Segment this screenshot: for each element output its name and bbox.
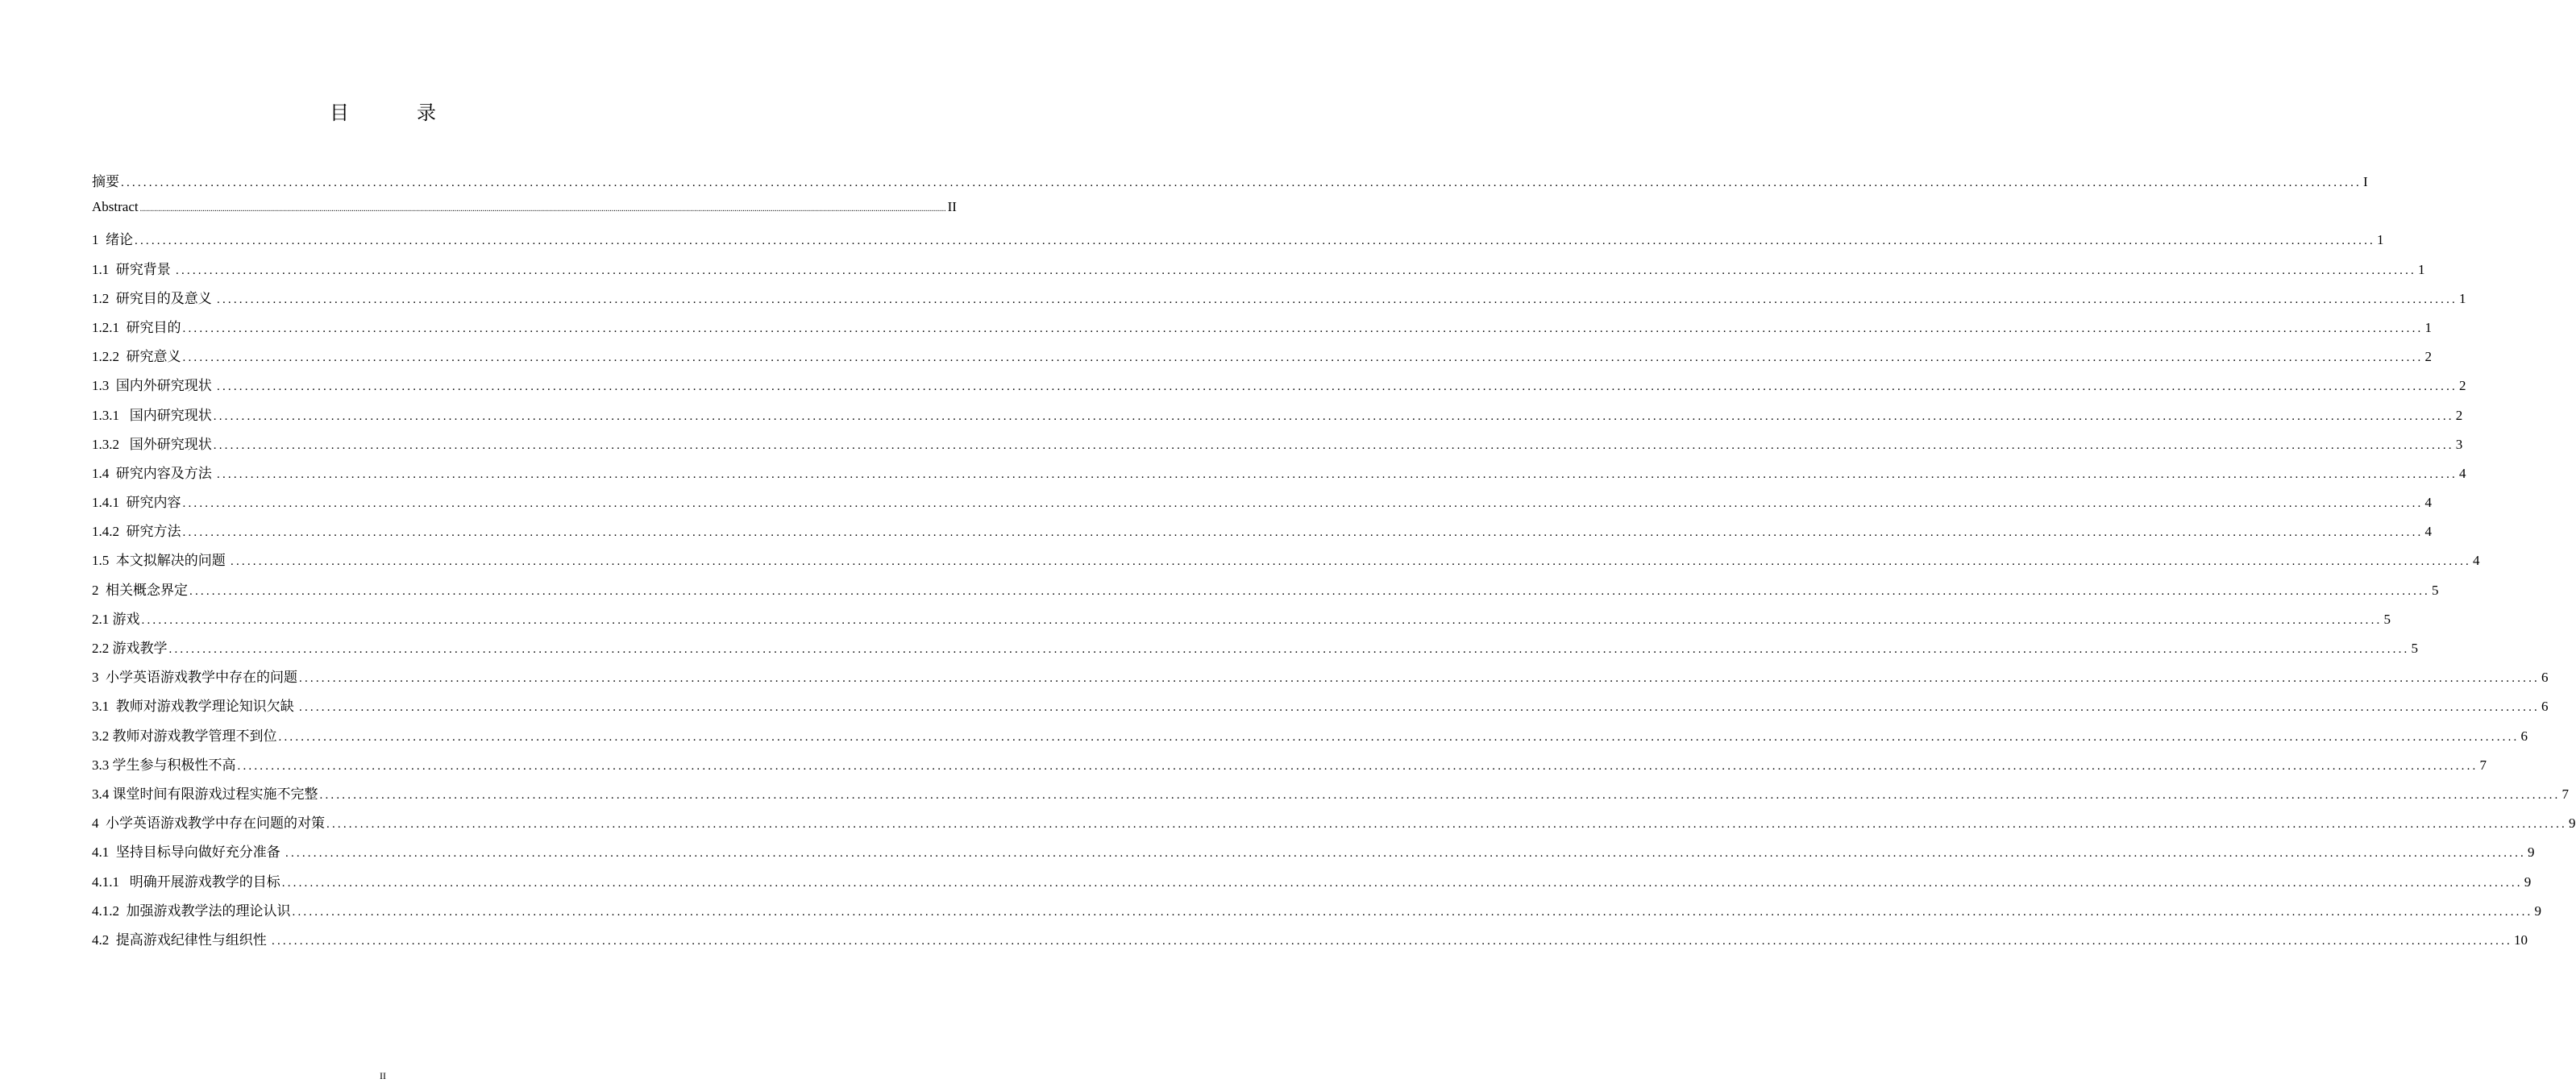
toc-entry-page-number: II xyxy=(947,199,957,215)
toc-dot-leader: ................................................................................................................................................................................................................................................................................................................................................................................................................ xyxy=(299,672,2540,686)
toc-entry-page-number: 9 xyxy=(2534,902,2541,919)
toc-entry-label: 1.4 研究内容及方法 xyxy=(92,465,215,481)
toc-entry[interactable] xyxy=(92,840,2535,869)
toc-entry[interactable] xyxy=(92,491,2432,520)
toc-entry-page-number: 1 xyxy=(2418,261,2425,277)
toc-entry[interactable] xyxy=(92,228,2384,257)
toc-entry-page-number: 10 xyxy=(2514,932,2528,948)
toc-entry[interactable] xyxy=(92,404,2463,433)
toc-entry[interactable] xyxy=(92,899,2541,928)
toc-entry-page-number: 9 xyxy=(2524,873,2532,890)
toc-entry-label: 2.2 游戏教学 xyxy=(92,641,168,656)
toc-dot-leader: ................................................................................................................................................................................................................................................................................................................................................................................................................ xyxy=(326,818,2567,832)
toc-entry-page-number: 5 xyxy=(2411,641,2418,656)
toc-entry[interactable] xyxy=(92,608,2391,637)
toc-dot-leader: ................................................................................................................................................................................................................................................................................................................................................................................................................ xyxy=(292,905,2533,919)
toc-entry-page-number: 2 xyxy=(2455,407,2463,423)
toc-entry-label: 1.1 研究背景 xyxy=(92,261,174,277)
toc-dot-leader: ................................................................................................................................................................................................................................................................................................................................................................................................................ xyxy=(319,788,2561,802)
toc-dot-leader: ................................................................................................................................................................................................................................................................................................................................................................................................................ xyxy=(217,293,2458,306)
toc-entry-page-number: 9 xyxy=(2569,815,2576,832)
toc-entry-label: 3.1 教师对游戏教学理论知识欠缺 xyxy=(92,699,297,715)
toc-entry[interactable] xyxy=(92,811,2576,840)
toc-entry-label: 4.2 提高游戏纪律性与组织性 xyxy=(92,932,270,948)
toc-entry[interactable] xyxy=(92,316,2432,345)
toc-entry-label: 1.2 研究目的及意义 xyxy=(92,290,215,306)
toc-entry[interactable] xyxy=(92,870,2532,899)
toc-dot-leader: ................................................................................................................................................................................................................................................................................................................................................................................................................ xyxy=(182,322,2424,335)
toc-entry[interactable] xyxy=(92,724,2528,753)
toc-entry[interactable] xyxy=(92,258,2425,287)
toc-dot-leader: ................................................................................................................................................................................................................................................................................................................................................................................................................ xyxy=(237,759,2478,773)
toc-dot-leader: ................................................................................................................................................................................................................................................................................................................................................................................................................ xyxy=(281,876,2523,890)
toc-entry-page-number: 1 xyxy=(2377,232,2384,248)
toc-dot-leader: ................................................................................................................................................................................................................................................................................................................................................................................................................ xyxy=(213,409,2454,423)
toc-entry[interactable] xyxy=(92,928,2528,957)
toc-dot-leader: ................................................................................................................................................................................................................................................................................................................................................................................................................ xyxy=(217,467,2458,481)
toc-dot-leader: ................................................................................................................................................................................................................................................................................................................................................................................................................ xyxy=(182,526,2424,540)
toc-entry-page-number: 9 xyxy=(2528,844,2535,861)
toc-entry-label: 3 小学英语游戏教学中存在的问题 xyxy=(92,670,297,686)
toc-entry-label: 摘要 xyxy=(92,174,119,189)
toc-entry-label: 1.3.2 国外研究现状 xyxy=(92,436,212,452)
toc-entry[interactable] xyxy=(92,637,2418,666)
toc-entry-page-number: 1 xyxy=(2424,319,2432,335)
toc-dot-leader: ................................................................................................................................................................................................................................................................................................................................................................................................................ xyxy=(189,584,2430,598)
toc-entry-page-number: 5 xyxy=(2432,582,2439,598)
toc-dot-leader: ................................................................................................................................................................................................................................................................................................................................................................................................................ xyxy=(176,263,2416,277)
toc-entry[interactable] xyxy=(92,695,2549,724)
toc-entry-label: 1 绪论 xyxy=(92,232,133,248)
toc-entry-label: 1.4.2 研究方法 xyxy=(92,524,181,540)
toc-dot-leader: ................................................................................................................................................................................................................................................................................................................................................................................................................ xyxy=(285,847,2526,861)
toc-entry-page-number: 7 xyxy=(2479,757,2487,773)
toc-entry-label: 1.3 国内外研究现状 xyxy=(92,378,215,394)
toc-dot-leader: ................................................................................................................................................................................................................................................................................................................................................................................................................ xyxy=(135,234,2375,248)
toc-entry-label: 1.3.1 国内研究现状 xyxy=(92,407,212,423)
toc-entry-page-number: 6 xyxy=(2520,728,2528,744)
footer-page-number: II xyxy=(380,1070,386,1081)
toc-entry[interactable] xyxy=(92,520,2432,549)
toc-entry-label: 1.4.1 研究内容 xyxy=(92,495,181,511)
toc-dot-leader: ................................................................................................................................................................................................................................................................................................................................................................................................................ xyxy=(121,176,2362,189)
toc-entry[interactable] xyxy=(92,287,2466,316)
toc-dot-leader: ................................................................................................................................................................................................................................................................................................................................................................................................................ xyxy=(168,643,2410,656)
toc-dot-leader: ................................................................................................................................................................................................................................................................................................................................................................................................................ xyxy=(272,934,2512,948)
toc-entry-label: 3.3 学生参与积极性不高 xyxy=(92,757,236,773)
toc-entry-page-number: 1 xyxy=(2459,290,2466,306)
toc-entry-label: 4.1.2 加强游戏教学法的理论认识 xyxy=(92,902,291,919)
toc-entry-page-number: 4 xyxy=(2459,465,2466,481)
toc-dot-leader: ................................................................................................................................................................................................................................................................................................................................................................................................................ xyxy=(278,730,2520,744)
toc-entry-label: 4 小学英语游戏教学中存在问题的对策 xyxy=(92,815,325,832)
toc-dot-leader: ................................................................................................................................................................................................................................................................................................................................................................................................................ xyxy=(213,438,2454,452)
toc-entry[interactable] xyxy=(92,753,2487,782)
toc-dot-leader: ................................................................................................................................................................................................................................................................................................................................................................................................................ xyxy=(141,613,2383,627)
toc-entry-label: 4.1 坚持目标导向做好充分准备 xyxy=(92,844,284,861)
toc-entry-page-number: 4 xyxy=(2424,495,2432,511)
toc-dot-leader: ................................................................................................................................................................................................................................................................................................................................................................................................................ xyxy=(231,555,2471,569)
toc-dot-leader: ................................................................................................................................................................................................................................................................................................................................................................................................................ xyxy=(217,380,2458,394)
toc-entry-label: 1.2.1 研究目的 xyxy=(92,319,181,335)
toc-entry-label: 1.2.2 研究意义 xyxy=(92,349,181,365)
toc-entry[interactable] xyxy=(92,345,2432,374)
toc-entry-page-number: 7 xyxy=(2561,786,2569,802)
toc-entry-label: 4.1.1 明确开展游戏教学的目标 xyxy=(92,873,280,890)
toc-entry-page-number: 6 xyxy=(2541,670,2549,686)
toc-entry-label: 3.4 课堂时间有限游戏过程实施不完整 xyxy=(92,786,318,802)
toc-dot-leader: ................................................................................................................................................................................................................................................................................................................................................................................................................ xyxy=(299,701,2540,715)
toc-entry-page-number: 5 xyxy=(2383,611,2391,627)
toc-entry[interactable] xyxy=(92,782,2569,811)
toc-entry[interactable] xyxy=(92,579,2439,608)
toc-entry[interactable] xyxy=(92,170,2368,199)
table-of-contents xyxy=(92,170,2576,957)
page-title: 目 录 xyxy=(330,102,460,124)
toc-entry-label: 2 相关概念界定 xyxy=(92,582,188,598)
toc-entry-page-number: 2 xyxy=(2424,349,2432,365)
toc-entry-page-number: 2 xyxy=(2459,378,2466,394)
toc-entry-label: 2.1 游戏 xyxy=(92,611,140,627)
toc-entry[interactable] xyxy=(92,666,2549,695)
toc-entry-label: 3.2 教师对游戏教学管理不到位 xyxy=(92,728,277,744)
toc-entry[interactable] xyxy=(92,433,2463,462)
toc-entry[interactable] xyxy=(92,462,2466,491)
toc-entry[interactable] xyxy=(92,374,2466,403)
toc-entry-page-number: 4 xyxy=(2473,553,2480,569)
toc-entry-page-number: 3 xyxy=(2455,436,2463,452)
toc-entry[interactable] xyxy=(92,199,957,228)
toc-dot-leader: ................................................................................................................................................................................................................................................................................................................................................................................................................ xyxy=(182,351,2424,365)
toc-entry-label: Abstract xyxy=(92,199,139,215)
toc-entry-page-number: 6 xyxy=(2541,699,2549,715)
toc-entry-page-number: 4 xyxy=(2424,524,2432,540)
toc-entry-page-number: I xyxy=(2363,174,2368,189)
toc-entry[interactable] xyxy=(92,549,2480,578)
toc-dot-leader: ................................................................................................................................................................................................................................................................................................................................................................................................................ xyxy=(182,497,2424,511)
toc-dot-leader: ................................................................................................................................................................................................................................................................................................................................................................................................................ xyxy=(139,205,946,214)
toc-entry-label: 1.5 本文拟解决的问题 xyxy=(92,553,229,569)
